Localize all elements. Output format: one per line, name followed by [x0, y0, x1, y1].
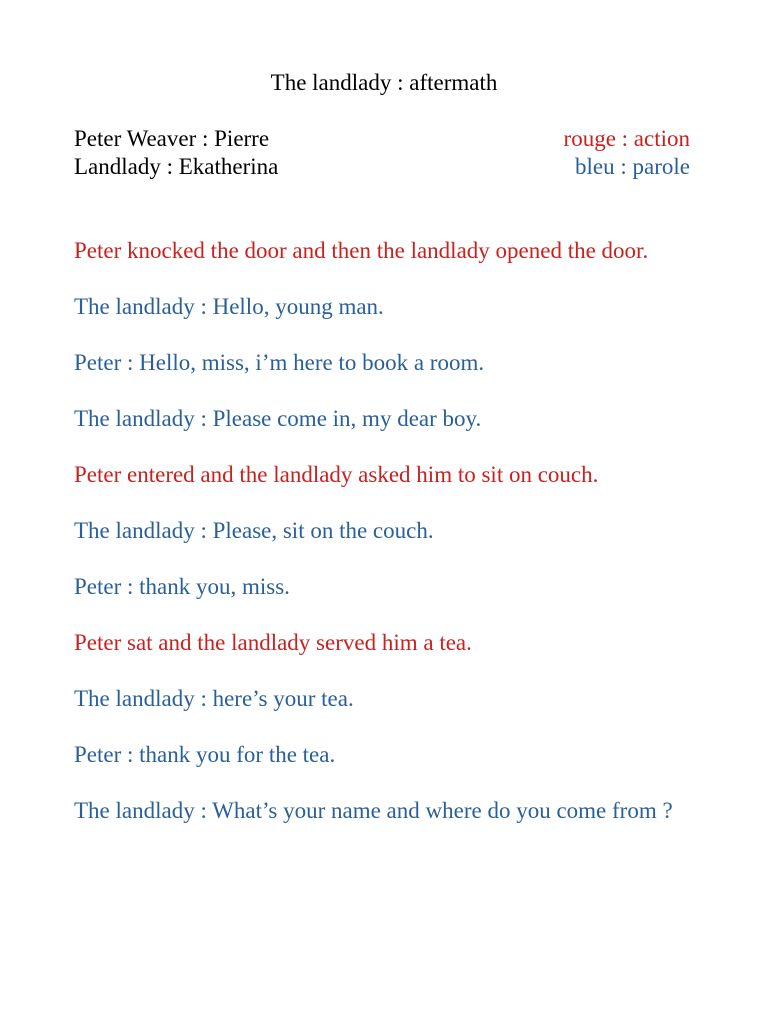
- dialogue-line: The landlady : Please come in, my dear boy.: [74, 406, 482, 431]
- cast-list: [74, 125, 690, 181]
- stage-direction: Peter entered and the landlady asked him to sit on couch.: [74, 462, 599, 487]
- dialogue-line: The landlady : What’s your name and where do you come from ?: [74, 798, 673, 823]
- stage-direction: Peter knocked the door and then the landlady opened the door.: [74, 238, 649, 263]
- script-body: [74, 237, 674, 853]
- cast-row: [74, 153, 690, 181]
- cast-role-peter: Peter Weaver : Pierre: [74, 126, 270, 151]
- dialogue-line: Peter : Hello, miss, i’m here to book a room.: [74, 350, 485, 375]
- legend-speech: bleu : parole: [575, 154, 690, 179]
- document-title: The landlady : aftermath: [270, 70, 498, 95]
- dialogue-line: Peter : thank you for the tea.: [74, 742, 336, 767]
- legend-action: rouge : action: [563, 126, 690, 151]
- dialogue-line: The landlady : Hello, young man.: [74, 294, 384, 319]
- cast-row: [74, 125, 690, 153]
- dialogue-line: The landlady : Please, sit on the couch.: [74, 518, 434, 543]
- cast-role-landlady: Landlady : Ekatherina: [74, 154, 279, 179]
- dialogue-line: Peter : thank you, miss.: [74, 574, 290, 599]
- stage-direction: Peter sat and the landlady served him a tea.: [74, 630, 472, 655]
- dialogue-line: The landlady : here’s your tea.: [74, 686, 354, 711]
